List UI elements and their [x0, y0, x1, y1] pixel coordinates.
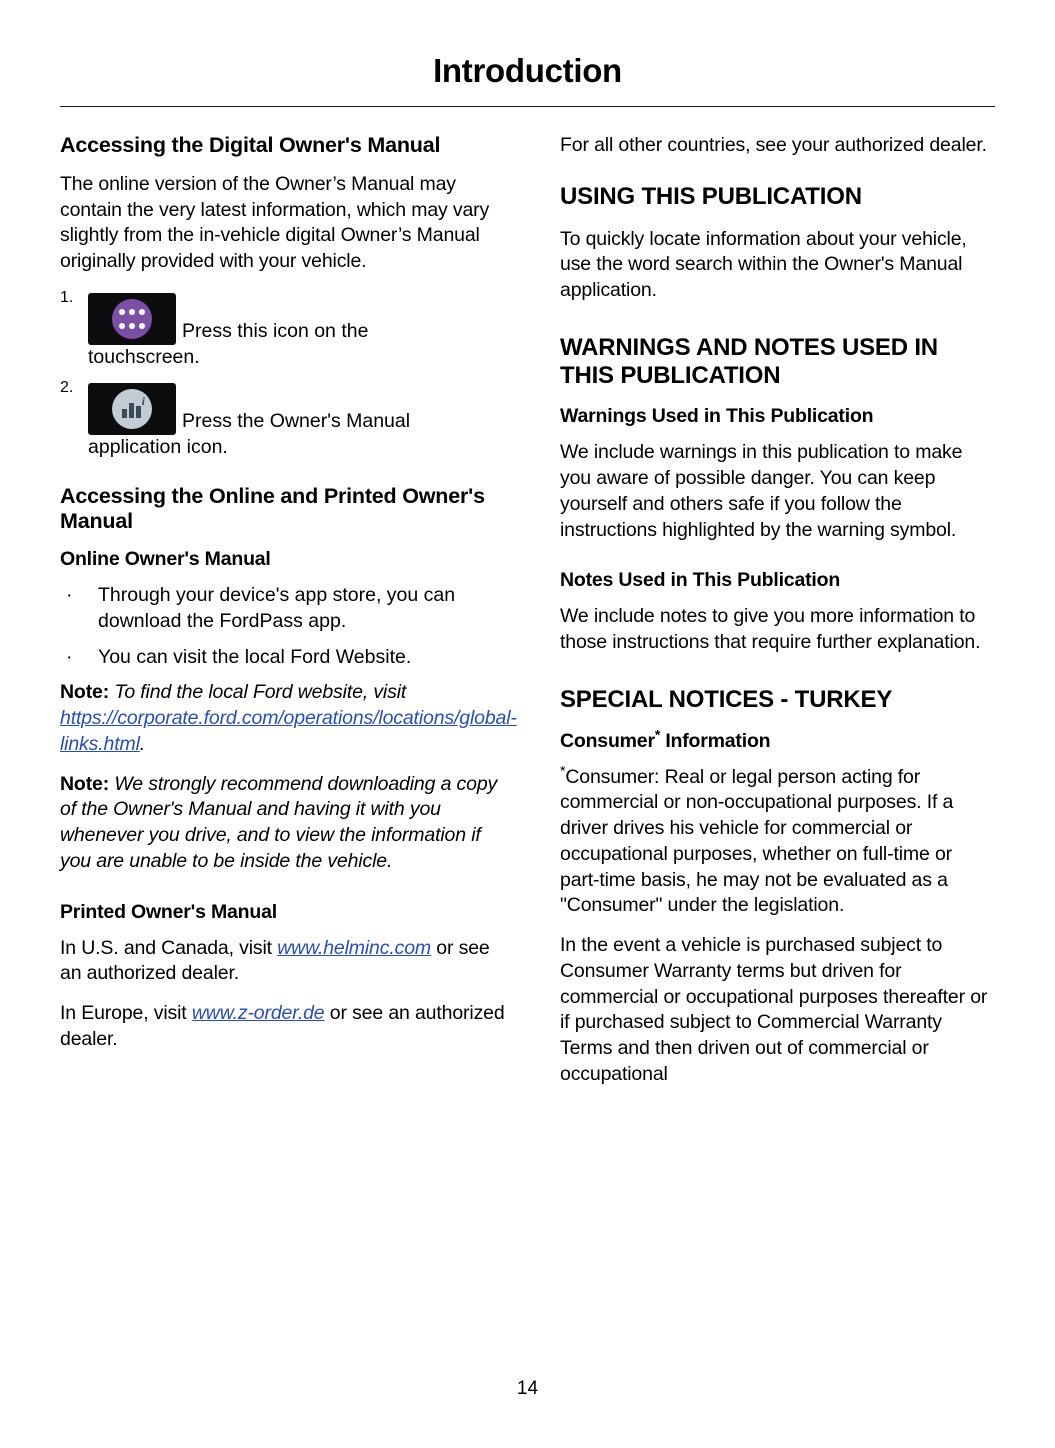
apps-grid-icon — [88, 293, 176, 345]
printed-us-pre: In U.S. and Canada, visit — [60, 936, 278, 959]
owners-manual-app-icon — [88, 383, 176, 435]
printed-eu-pre: In Europe, visit — [60, 1002, 192, 1025]
helminc-link[interactable]: www.helminc.com — [277, 936, 432, 959]
note-find-local-website — [60, 680, 517, 757]
heading-using-this-publication: USING THIS PUBLICATION — [560, 182, 862, 210]
paragraph-warnings: We include warnings in this publication to make you aware of possible danger. You can keep yourself and others safe if you follow the instructions highlighted by the warning symbol. — [560, 441, 963, 541]
list-item — [60, 583, 512, 634]
bullet-text: You can visit the local Ford Website. — [98, 645, 412, 668]
paragraph-using-publication: To quickly locate information about your vehicle, use the word search within the Owner's Manual application. — [560, 227, 967, 302]
heading-special-notices-turkey: SPECIAL NOTICES - TURKEY — [560, 685, 893, 713]
bullet-icon: · — [66, 645, 73, 668]
page-title: Introduction — [433, 52, 622, 89]
owners-manual-app-icon-glyph: i — [112, 389, 152, 429]
apps-grid-icon-glyph — [112, 299, 152, 339]
paragraph-other-countries: For all other countries, see your authorized dealer. — [560, 134, 987, 156]
list-item — [60, 645, 512, 671]
step-2-text: Press the Owner's Manual — [182, 409, 411, 432]
bullet-text: Through your device's app store, you can download the FordPass app. — [98, 584, 456, 632]
step-2 — [60, 379, 512, 461]
paragraph-printed-us-canada — [60, 936, 512, 987]
note-label: Note: — [60, 772, 110, 795]
step-2-text-continued: application icon. — [88, 435, 228, 458]
note-text: To find the local Ford website, visit — [114, 681, 407, 704]
paragraph-notes: We include notes to give you more information to those instructions that require further explanation. — [560, 605, 981, 654]
printed-eu-post: or see an authorized dealer. — [60, 1002, 505, 1050]
title-divider — [60, 106, 995, 107]
paragraph-online-version: The online version of the Owner’s Manual may contain the very latest information, which may vary slightly from the in-vehicle digital Owner’s Manual originally provided with your vehicle. — [60, 172, 490, 273]
bullet-icon: · — [66, 584, 73, 607]
subheading-notes-used: Notes Used in This Publication — [560, 569, 841, 592]
ford-global-links-link[interactable]: https://corporate.ford.com/operations/locations/global-links.html — [60, 707, 517, 755]
subheading-warnings-used: Warnings Used in This Publication — [560, 405, 874, 428]
note-label: Note: — [60, 681, 110, 704]
information-label: Information — [660, 729, 771, 752]
step-1-text: Press this icon on the — [182, 319, 369, 342]
paragraph-consumer-definition — [560, 762, 995, 919]
subheading-consumer-information — [560, 726, 995, 753]
note-tail: . — [139, 732, 146, 755]
note-text: We strongly recommend downloading a copy of the Owner's Manual and having it with you whenever you drive, and to view the information if you are unable to be inside the vehicle. — [60, 772, 498, 872]
step-1-number: 1. — [60, 288, 74, 306]
consumer-definition-text: Consumer: Real or legal person acting for commercial or non-occupational purposes. If a driver drives his vehicle for commercial or occupational purposes, whether on full-time or part-time basis, he may not be evaluated as a "Consumer" under the legislation. — [560, 765, 954, 917]
z-order-link[interactable]: www.z-order.de — [191, 1002, 325, 1025]
subheading-online-owners-manual: Online Owner's Manual — [60, 548, 271, 571]
subheading-printed-owners-manual: Printed Owner's Manual — [60, 900, 277, 923]
note-download-copy — [60, 772, 512, 875]
consumer-label: Consumer — [560, 729, 655, 752]
footnote-star: * — [560, 762, 566, 779]
step-2-number: 2. — [60, 378, 74, 396]
heading-accessing-online-printed: Accessing the Online and Printed Owner's Manual — [60, 484, 485, 534]
paragraph-warranty-terms: In the event a vehicle is purchased subject to Consumer Warranty terms but driven for commercial or occupational purposes thereafter or if purchased subject to Commercial Warranty Terms and then driven out of commercial or occupational — [560, 934, 988, 1085]
right-column — [560, 133, 995, 1101]
paragraph-printed-europe — [60, 1001, 512, 1052]
left-column — [60, 133, 517, 1067]
heading-warnings-and-notes: WARNINGS AND NOTES USED IN THIS PUBLICATION — [560, 333, 938, 389]
heading-accessing-digital-manual: Accessing the Digital Owner's Manual — [60, 133, 441, 157]
step-1-text-continued: touchscreen. — [88, 345, 200, 368]
two-column-layout — [60, 133, 995, 1101]
step-1 — [60, 289, 512, 371]
footnote-star: * — [654, 726, 661, 743]
printed-us-post: or see an authorized dealer. — [60, 936, 490, 985]
page-number: 14 — [516, 1378, 539, 1399]
